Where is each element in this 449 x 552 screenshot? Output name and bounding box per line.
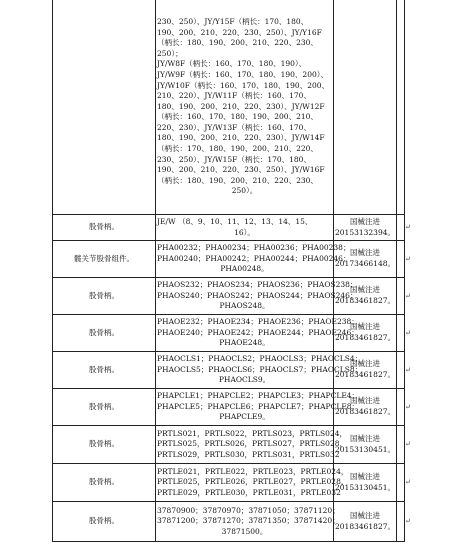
product-name-cell <box>53 0 156 215</box>
empty-cell <box>397 315 405 352</box>
model-spec-cell <box>156 502 340 542</box>
product-name-cell: 股骨柄。 <box>53 464 156 502</box>
product-name-cell: 股骨柄。 <box>53 215 156 241</box>
model-spec-cell <box>156 278 358 315</box>
product-name-cell: 髋关节股骨组件。 <box>53 241 156 278</box>
registration-cell <box>334 215 397 241</box>
model-line: JY/W8F（柄长：160、170、180、190）、 <box>157 59 307 69</box>
model-line: PRTLE021，PRTLE022，PRTLE023，PRTLE024， <box>157 466 349 476</box>
paragraph-mark-icon: ↵ <box>405 478 411 486</box>
model-line: PHAPCLE1；PHAPCLE2；PHAPCLE3；PHAPCLE4； <box>157 391 360 401</box>
model-line: JY/W9F（柄长：160、170、180、190、200）、 <box>157 69 328 79</box>
registration-label: 国械注进 <box>350 510 380 520</box>
registration-label: 国械注进 <box>350 471 380 481</box>
empty-cell <box>397 215 405 241</box>
model-line: 37871500。 <box>221 526 268 536</box>
model-line: PHAPCLE5；PHAPCLE6；PHAPCLE7；PHAPCLE8； <box>157 401 360 411</box>
paragraph-mark-icon: ↵ <box>405 365 411 374</box>
model-line: PHA00248。 <box>220 264 269 274</box>
model-line: 190、200、210、220、230、250）、JY/W16F <box>157 165 325 175</box>
model-line: PHA00232；PHA00234；PHA00236；PHA00238； <box>157 243 351 253</box>
empty-cell <box>397 426 405 464</box>
paragraph-mark-icon: ↵ <box>405 402 411 411</box>
registration-number: 20183461827。 <box>335 333 395 342</box>
model-line: （柄长：180、190、200、210、220、230、 <box>157 38 318 48</box>
registration-number: 20183461827。 <box>335 521 395 531</box>
model-spec-cell <box>156 0 334 215</box>
model-spec-cell <box>156 464 349 502</box>
model-line: 250）。 <box>231 186 258 196</box>
registration-cell <box>334 502 397 542</box>
model-line: PRTLS021，PRTLS022，PRTLS023，PRTLS024， <box>157 428 347 438</box>
paragraph-mark-icon: ↵ <box>405 440 411 448</box>
table-row <box>53 0 405 215</box>
product-name-cell: 股骨柄。 <box>53 315 156 352</box>
model-line: （柄长：160、170、180、190、200、210、 <box>157 112 318 122</box>
registration-number: 20183461827。 <box>335 370 395 379</box>
empty-cell <box>397 241 405 278</box>
model-spec-cell <box>156 352 363 389</box>
product-table-body <box>53 0 405 542</box>
model-line: PHAOS232；PHAOS234；PHAOS236；PHAOS238； <box>157 280 358 290</box>
paragraph-mark-icon: ↵ <box>405 328 411 337</box>
empty-cell <box>397 352 405 389</box>
model-line: 180、190、200、210、220、230）、JY/W14F <box>157 133 325 143</box>
registration-number: 20183461827。 <box>335 407 395 416</box>
product-name-cell: 股骨柄。 <box>53 278 156 315</box>
product-name-cell: 股骨柄。 <box>53 389 156 426</box>
model-spec-cell <box>156 241 351 278</box>
registration-label: 国械注进 <box>350 285 380 295</box>
model-spec-cell <box>156 215 334 241</box>
registration-label: 国械注进 <box>350 359 380 369</box>
model-line: 210、220）、JY/W11F（柄长：160、170、 <box>157 91 311 101</box>
model-line: 250）； <box>157 48 183 58</box>
product-name-cell: 股骨柄。 <box>53 352 156 389</box>
model-line: JY/W10F（柄长：160、170、180、190、200、 <box>157 80 330 90</box>
model-line: PHAOS248。 <box>219 301 270 311</box>
model-line: PHA00240；PHA00242；PHA00244；PHA00246； <box>157 253 351 263</box>
product-name-cell: 股骨柄。 <box>53 502 156 542</box>
model-line: 230、250）、JY/W15F（柄长：170、180、 <box>157 154 311 164</box>
registration-label: 国械注进 <box>350 396 380 406</box>
table-row <box>53 389 405 426</box>
table-row <box>53 502 405 542</box>
paragraph-mark-icon: ↵ <box>405 223 411 231</box>
model-line: PRTLE029，PRTLE030，PRTLE031，PRTLE032 <box>157 487 341 497</box>
model-line: PHAOE248。 <box>219 338 270 348</box>
table-row <box>53 464 405 502</box>
model-spec-cell <box>156 389 360 426</box>
registration-cell <box>334 0 397 215</box>
registration-number: 20173466148。 <box>335 259 395 268</box>
model-spec-cell <box>156 426 347 464</box>
registration-label: 国械注进 <box>350 322 380 332</box>
empty-cell <box>397 389 405 426</box>
registration-label: 国械注进 <box>350 216 380 226</box>
model-line: PHAOE240；PHAOE242；PHAOE244；PHAOE246； <box>157 327 359 337</box>
product-table <box>52 0 405 542</box>
model-line: 180、190、200、210、220、230）、JY/W12F <box>157 101 325 111</box>
model-line: JE/W （8、9、10、11、12、13、14、15、 <box>157 216 313 226</box>
registration-label: 国械注进 <box>350 433 380 443</box>
model-line: PHAPCLE9。 <box>219 412 270 422</box>
model-line: PRTLE025，PRTLE026，PRTLE027，PRTLE028， <box>157 477 349 487</box>
paragraph-mark-icon: ↵ <box>405 517 411 525</box>
table-row <box>53 241 405 278</box>
registration-label: 国械注进 <box>350 248 380 258</box>
model-line: 230、250）、JY/Y15F（柄长：170、180、 <box>157 16 309 26</box>
model-line: PHAOCLS5；PHAOCLS6；PHAOCLS7；PHAOCLS8； <box>157 364 363 374</box>
model-line: 37871200；37871270；37871350；37871420； <box>157 516 340 526</box>
model-line: PRTLS029，PRTLS030，PRTLS031，PRTLS032 <box>157 449 340 459</box>
table-row <box>53 315 405 352</box>
model-line: （柄长：170、180、190、200、210、220、 <box>157 144 318 154</box>
model-line: PHAOCLS1；PHAOCLS2；PHAOCLS3；PHAOCLS4； <box>157 354 363 364</box>
registration-number: 20153130451。 <box>335 444 395 454</box>
registration-number: 20183461827。 <box>335 296 395 305</box>
empty-cell <box>397 0 405 215</box>
model-line: （柄长：180、190、200、210、220、230、 <box>157 175 318 185</box>
model-spec-cell <box>156 315 359 352</box>
table-row <box>53 426 405 464</box>
registration-number: 20153132394。 <box>335 227 395 237</box>
empty-cell <box>397 278 405 315</box>
model-line: 220、230）、JY/W13F（柄长：160、170、 <box>157 122 311 132</box>
model-line: PRTLS025，PRTLS026，PRTLS027，PRTLS028， <box>157 439 347 449</box>
empty-cell <box>397 502 405 542</box>
model-line: PHAOE232；PHAOE234；PHAOE236；PHAOE238； <box>157 317 359 327</box>
product-name-cell: 股骨柄。 <box>53 426 156 464</box>
table-row <box>53 215 405 241</box>
paragraph-mark-icon: ↵ <box>405 291 411 300</box>
table-row <box>53 278 405 315</box>
model-line: 190、200、210、220、230、250）、JY/Y16F <box>157 27 322 37</box>
registration-number: 20153130451。 <box>335 482 395 492</box>
table-row <box>53 352 405 389</box>
paragraph-mark-icon: ↵ <box>405 254 411 263</box>
model-line: PHAOCLS9。 <box>218 375 271 385</box>
model-line: PHAOS240；PHAOS242；PHAOS244；PHAOS246； <box>157 290 358 300</box>
model-line: 16）。 <box>234 227 255 237</box>
empty-cell <box>397 464 405 502</box>
model-line: 37870900；37870970；37871050；37871120； <box>157 505 340 515</box>
